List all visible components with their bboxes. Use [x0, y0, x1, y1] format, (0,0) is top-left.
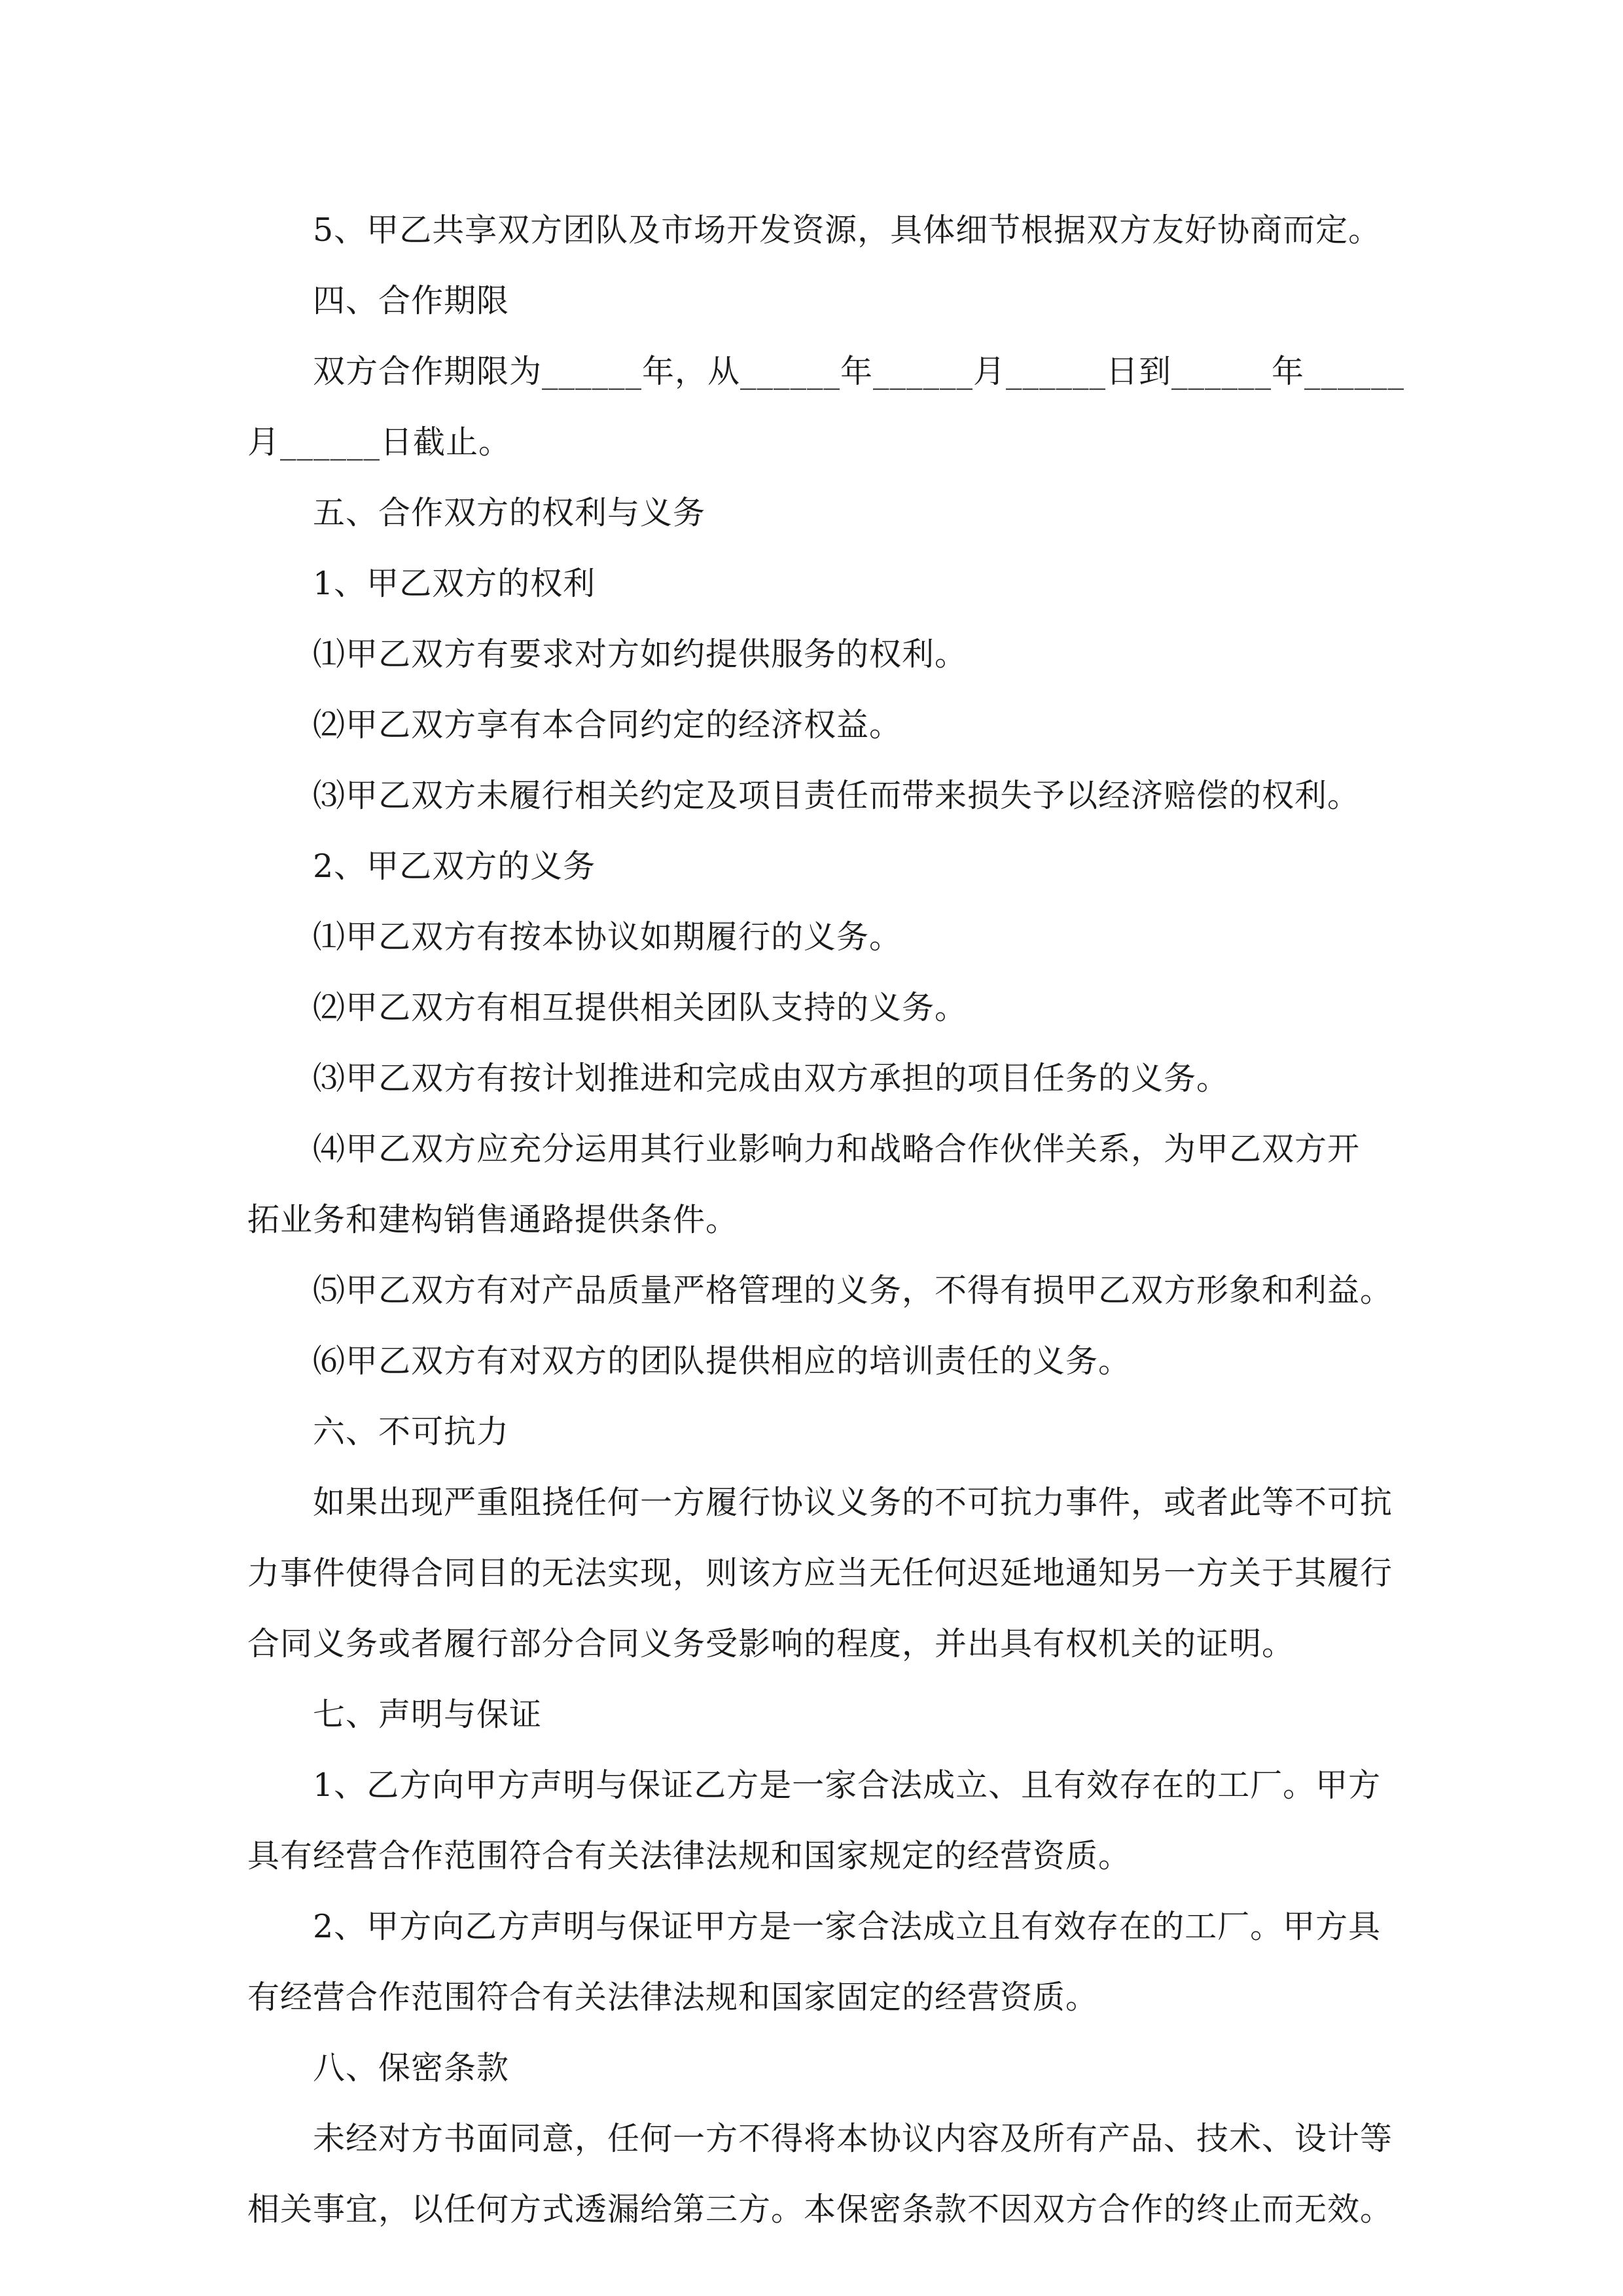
- section-heading-term: 四、合作期限: [313, 282, 510, 319]
- section-heading-declaration: 七、声明与保证: [313, 1696, 543, 1733]
- list-item: ⑶甲乙双方未履行相关约定及项目责任而带来损失予以经济赔偿的权利。: [313, 777, 1361, 814]
- list-item: ⑷甲乙双方应充分运用其行业影响力和战略合作伙伴关系，为甲乙双方开: [313, 1130, 1361, 1168]
- section-heading-rights-obligations: 五、合作双方的权利与义务: [313, 494, 706, 531]
- paragraph-line: 2、甲方向乙方声明与保证甲方是一家合法成立且有效存在的工厂。甲方具: [313, 1908, 1382, 1945]
- paragraph-line: 月______日截止。: [247, 423, 512, 461]
- paragraph-line: 拓业务和建构销售通路提供条件。: [247, 1201, 739, 1238]
- paragraph-line: 力事件使得合同目的无法实现，则该方应当无任何迟延地通知另一方关于其履行: [247, 1554, 1393, 1592]
- subsection-heading-obligations: 2、甲乙双方的义务: [313, 848, 596, 885]
- document-body: [247, 195, 1405, 2245]
- list-item: ⑴甲乙双方有按本协议如期履行的义务。: [313, 918, 902, 956]
- paragraph-line: 如果出现严重阻挠任何一方履行协议义务的不可抗力事件，或者此等不可抗: [313, 1484, 1393, 1521]
- paragraph-item-5: 5、甲乙共享双方团队及市场开发资源，具体细节根据双方友好协商而定。: [313, 211, 1382, 249]
- paragraph-line: 有经营合作范围符合有关法律法规和国家固定的经营资质。: [247, 1979, 1099, 2016]
- list-item: ⑵甲乙双方享有本合同约定的经济权益。: [313, 706, 902, 744]
- list-item: ⑸甲乙双方有对产品质量严格管理的义务，不得有损甲乙双方形象和利益。: [313, 1272, 1393, 1309]
- paragraph-line: 相关事宜，以任何方式透漏给第三方。本保密条款不因双方合作的终止而无效。: [247, 2191, 1393, 2228]
- paragraph-line: 合同义务或者履行部分合同义务受影响的程度，并出具有权机关的证明。: [247, 1625, 1295, 1662]
- section-heading-force-majeure: 六、不可抗力: [313, 1413, 510, 1450]
- list-item: ⑵甲乙双方有相互提供相关团队支持的义务。: [313, 989, 968, 1026]
- section-heading-confidentiality: 八、保密条款: [313, 2049, 510, 2087]
- paragraph-line: 双方合作期限为______年，从______年______月______日到______年______: [313, 353, 1405, 390]
- paragraph-line: 具有经营合作范围符合有关法律法规和国家规定的经营资质。: [247, 1837, 1132, 1874]
- list-item: ⑶甲乙双方有按计划推进和完成由双方承担的项目任务的义务。: [313, 1060, 1230, 1097]
- list-item: ⑴甲乙双方有要求对方如约提供服务的权利。: [313, 636, 968, 673]
- list-item: ⑹甲乙双方有对双方的团队提供相应的培训责任的义务。: [313, 1342, 1132, 1380]
- paragraph-line: 1、乙方向甲方声明与保证乙方是一家合法成立、且有效存在的工厂。甲方: [313, 1767, 1382, 1804]
- subsection-heading-rights: 1、甲乙双方的权利: [313, 565, 596, 602]
- paragraph-line: 未经对方书面同意，任何一方不得将本协议内容及所有产品、技术、设计等: [313, 2120, 1393, 2157]
